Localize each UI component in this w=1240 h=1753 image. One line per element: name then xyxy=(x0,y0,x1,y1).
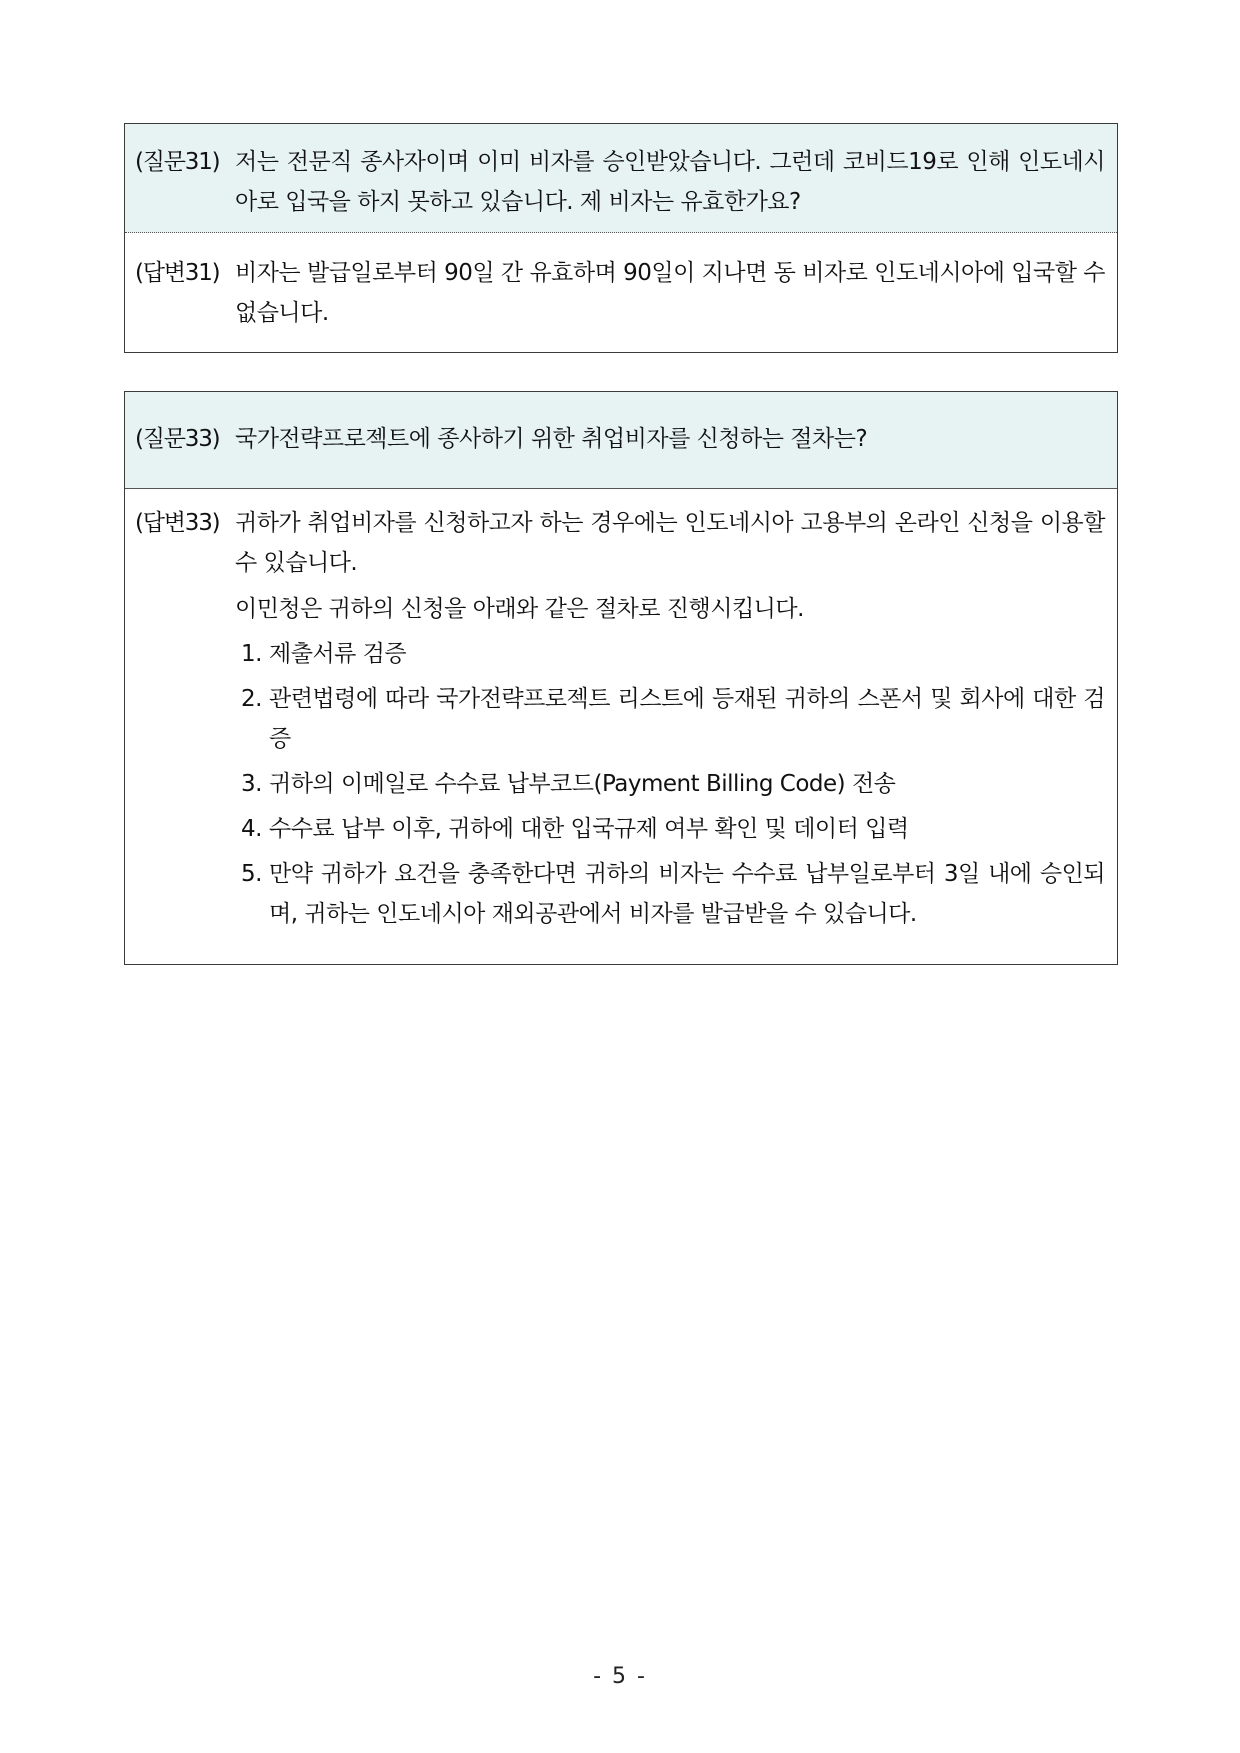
answer-intro-33: 귀하가 취업비자를 신청하고자 하는 경우에는 인도네시아 고용부의 온라인 신청을 이용할 수 있습니다. xyxy=(235,510,1105,576)
step-text: 수수료 납부 이후, 귀하에 대한 입국규제 여부 확인 및 데이터 입력 xyxy=(269,816,909,842)
step-number: 2. xyxy=(241,686,262,712)
answer-section-31 xyxy=(125,233,1117,333)
answer-label-33: (답변33) xyxy=(135,510,220,536)
step-text: 제출서류 검증 xyxy=(269,641,407,667)
procedure-step-1 xyxy=(241,634,1105,674)
question-text-33: 국가전략프로젝트에 종사하기 위한 취업비자를 신청하는 절차는? xyxy=(235,426,868,452)
step-number: 1. xyxy=(241,641,262,667)
step-number: 5. xyxy=(241,861,262,887)
answer-label-31: (답변31) xyxy=(135,260,220,286)
question-section-33 xyxy=(125,392,1117,489)
question-text-31: 저는 전문직 종사자이며 이미 비자를 승인받았습니다. 그런데 코비드19로 인해 인도네시아로 입국을 하지 못하고 있습니다. 제 비자는 유효한가요? xyxy=(235,149,1105,215)
question-label-31: (질문31) xyxy=(135,149,220,175)
step-text: 귀하의 이메일로 수수료 납부코드(Payment Billing Code) 전송 xyxy=(269,771,896,797)
procedure-step-2 xyxy=(241,679,1105,759)
procedure-step-4 xyxy=(241,809,1105,849)
procedure-step-5 xyxy=(241,854,1105,934)
page-number: - 5 - xyxy=(593,1664,647,1689)
answer-lead-33: 이민청은 귀하의 신청을 아래와 같은 절차로 진행시킵니다. xyxy=(235,596,804,622)
answer-text-31: 비자는 발급일로부터 90일 간 유효하며 90일이 지나면 동 비자로 인도네시아에 입국할 수 없습니다. xyxy=(235,260,1105,326)
step-text: 관련법령에 따라 국가전략프로젝트 리스트에 등재된 귀하의 스폰서 및 회사에 대한 검증 xyxy=(269,686,1105,752)
question-section-31 xyxy=(125,124,1117,233)
qa-box-33 xyxy=(124,391,1118,965)
procedure-step-3 xyxy=(241,764,1105,804)
procedure-steps xyxy=(241,634,1105,934)
question-label-33: (질문33) xyxy=(135,426,220,452)
answer-section-33 xyxy=(125,489,1117,934)
step-number: 4. xyxy=(241,816,262,842)
step-number: 3. xyxy=(241,771,262,797)
step-text: 만약 귀하가 요건을 충족한다면 귀하의 비자는 수수료 납부일로부터 3일 내에 승인되며, 귀하는 인도네시아 재외공관에서 비자를 발급받을 수 있습니다. xyxy=(269,861,1105,927)
qa-box-31 xyxy=(124,123,1118,353)
